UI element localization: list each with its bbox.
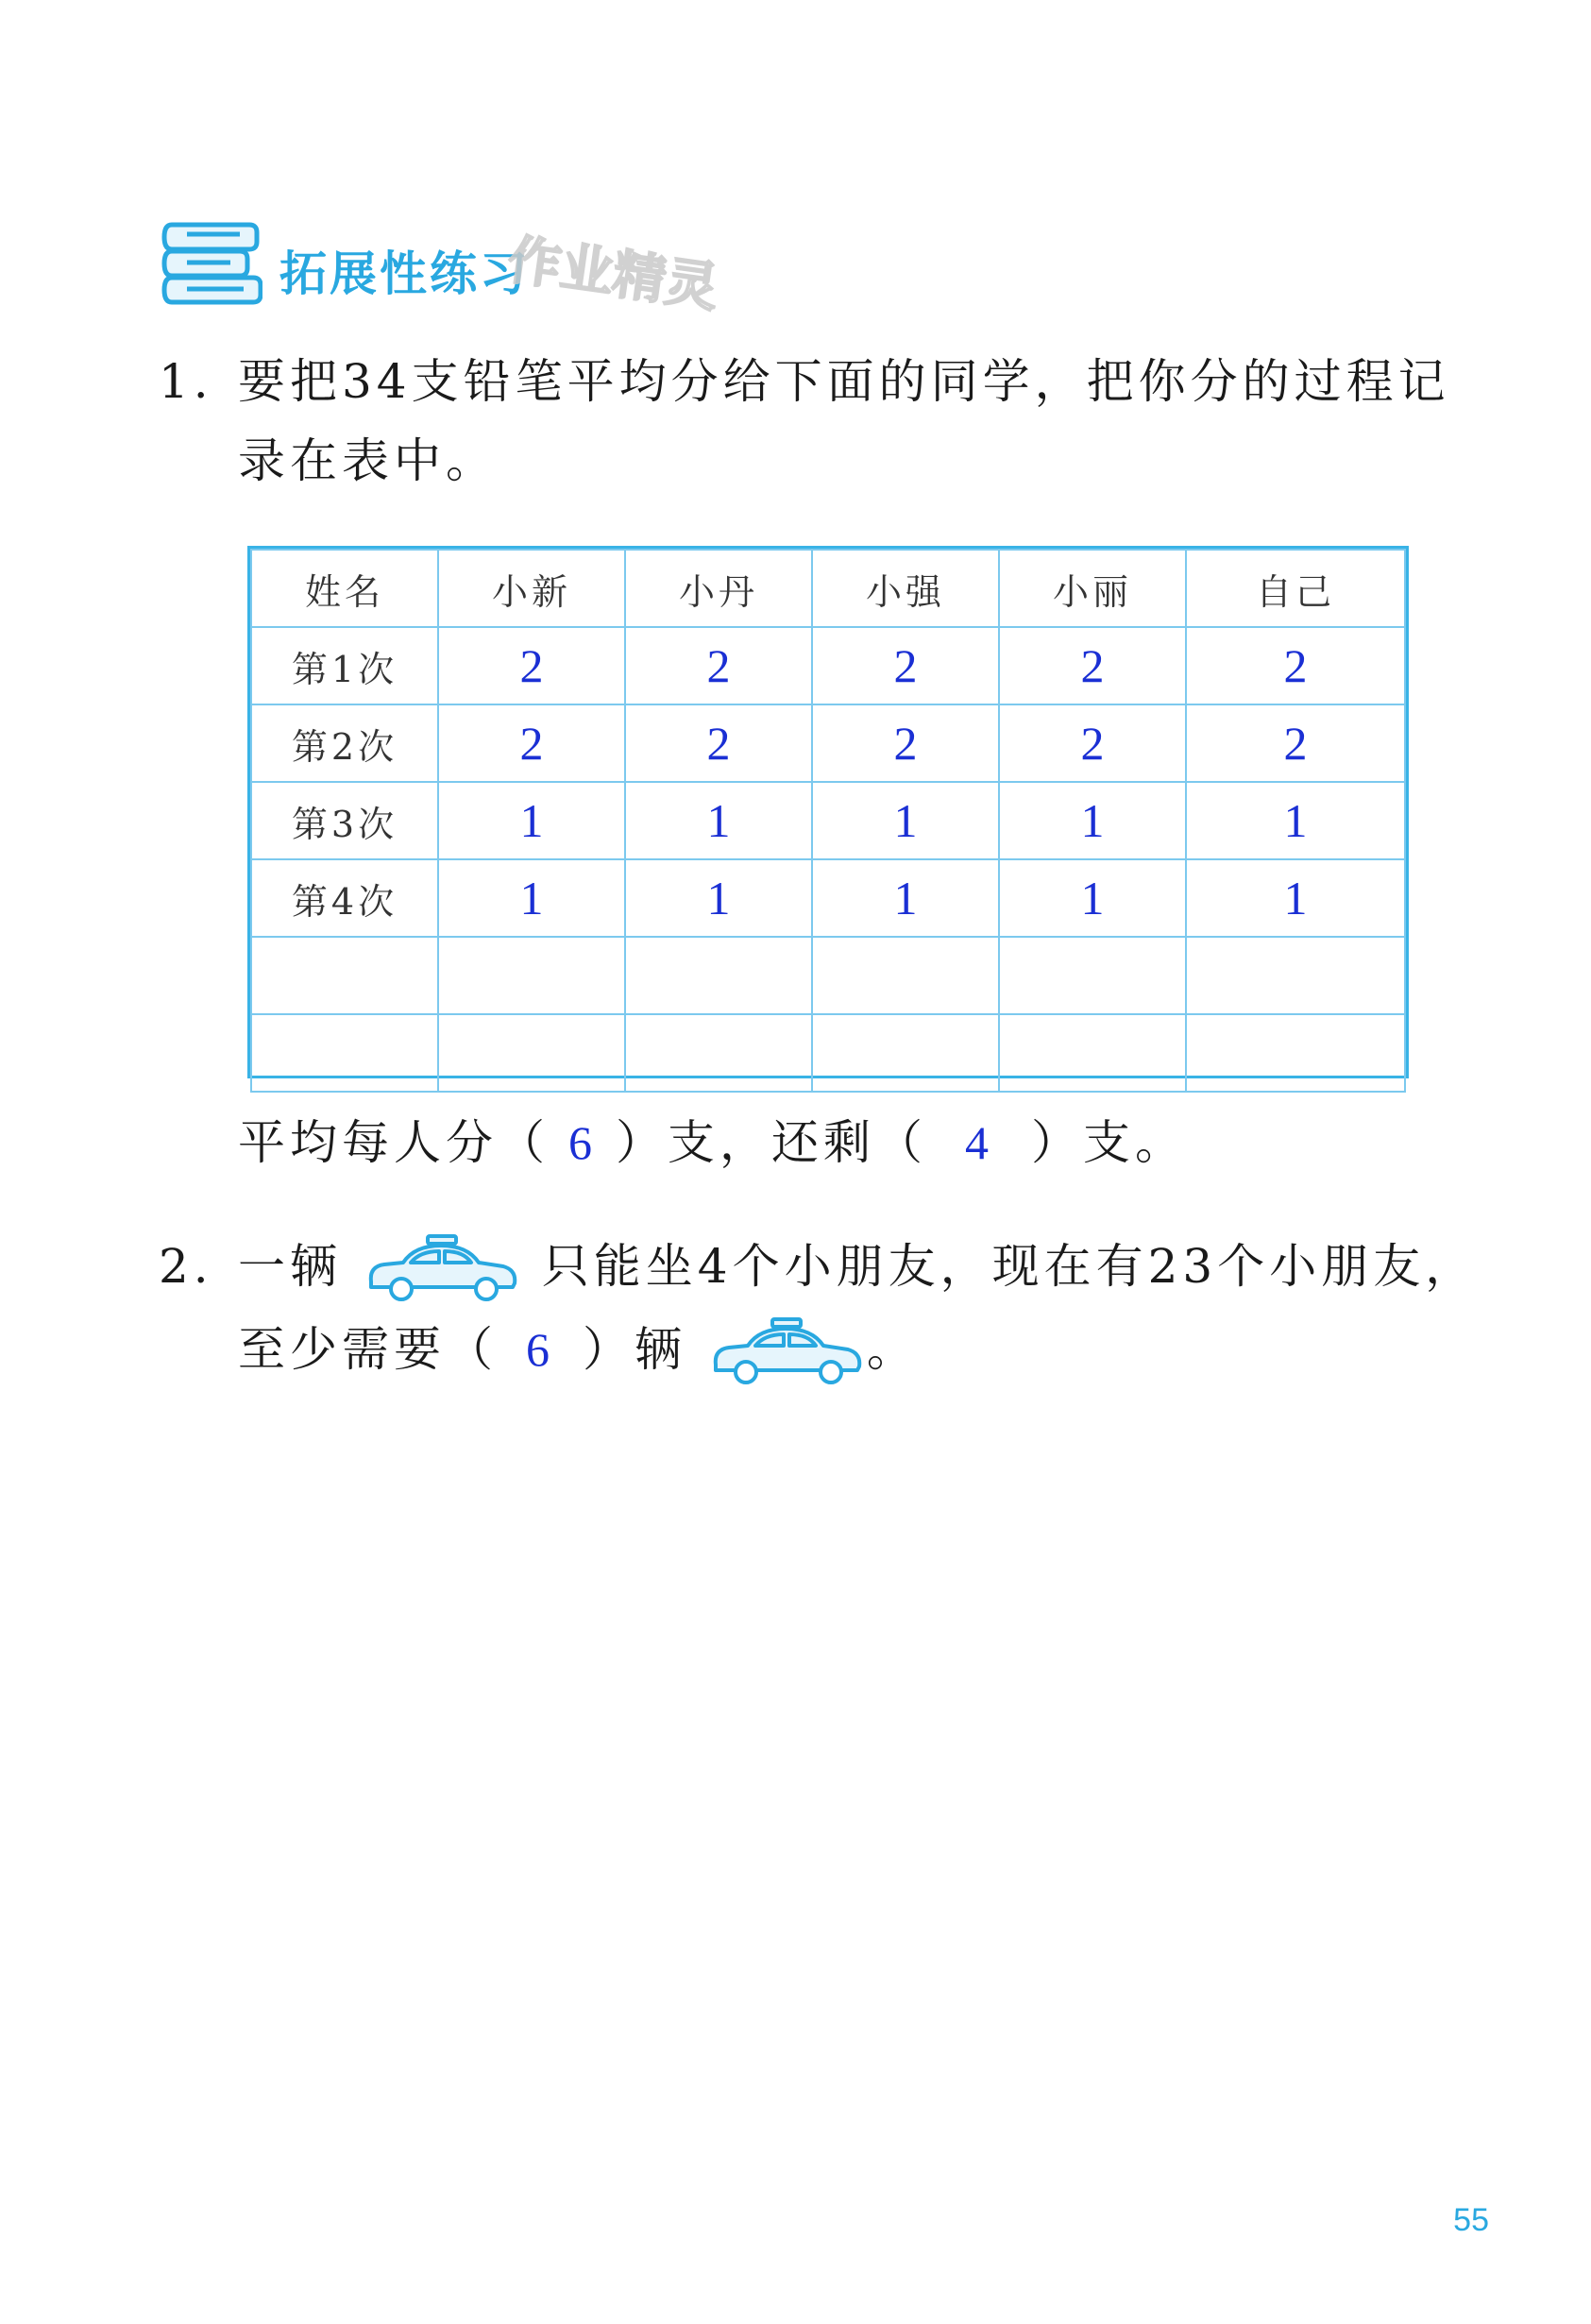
answer-cars: 6 bbox=[526, 1323, 554, 1376]
question-1-line-1 bbox=[159, 353, 1450, 410]
answer-cell: 2 bbox=[625, 704, 812, 782]
question-1-result bbox=[238, 1114, 1187, 1171]
question-1-text: 要把34支铅笔平均分给下面的同学，把你分的过程记 bbox=[238, 354, 1450, 409]
answer-cell: 2 bbox=[1186, 704, 1405, 782]
answer-cell: 2 bbox=[999, 627, 1186, 704]
answer-cell: 2 bbox=[438, 704, 625, 782]
row-label bbox=[251, 1014, 438, 1092]
answer-cell: 1 bbox=[625, 782, 812, 859]
table-row bbox=[251, 1014, 1405, 1092]
answer-each: 6 bbox=[568, 1116, 597, 1169]
section-title: 拓展性练习 bbox=[279, 246, 530, 301]
answer-left: 4 bbox=[965, 1116, 993, 1169]
header-cell: 姓名 bbox=[251, 550, 438, 627]
watermark: 作业精灵 bbox=[503, 229, 722, 320]
taxi-car-icon bbox=[362, 1232, 522, 1308]
row-label: 第2次 bbox=[251, 704, 438, 782]
result-middle: ）支，还剩（ bbox=[616, 1115, 927, 1170]
question-2-number: 2. bbox=[159, 1239, 213, 1294]
header-cell: 自己 bbox=[1186, 550, 1405, 627]
answer-cell bbox=[999, 1014, 1186, 1092]
answer-cell: 2 bbox=[625, 627, 812, 704]
answer-cell: 1 bbox=[812, 782, 999, 859]
answer-cell: 2 bbox=[438, 627, 625, 704]
result-prefix: 平均每人分（ bbox=[238, 1115, 550, 1170]
result-suffix: ）支。 bbox=[1031, 1115, 1187, 1170]
row-label: 第1次 bbox=[251, 627, 438, 704]
table-row bbox=[251, 937, 1405, 1014]
question-2-text-a: 一辆 bbox=[238, 1239, 342, 1294]
answer-cell: 1 bbox=[438, 859, 625, 937]
table-header-row bbox=[251, 550, 1405, 627]
header-cell: 小强 bbox=[812, 550, 999, 627]
answer-cell: 1 bbox=[999, 859, 1186, 937]
question-2-text-b: 只能坐4个小朋友，现在有23个小朋友， bbox=[541, 1239, 1478, 1294]
answer-cell bbox=[812, 1014, 999, 1092]
question-2-line-2 bbox=[238, 1315, 919, 1391]
answer-cell: 2 bbox=[812, 704, 999, 782]
distribution-table bbox=[247, 546, 1409, 1078]
table-row bbox=[251, 627, 1405, 704]
answer-cell: 1 bbox=[438, 782, 625, 859]
page-number: 55 bbox=[1453, 2202, 1489, 2238]
section-header bbox=[159, 215, 876, 319]
answer-cell: 1 bbox=[1186, 859, 1405, 937]
taxi-car-icon bbox=[706, 1315, 867, 1391]
answer-cell: 2 bbox=[1186, 627, 1405, 704]
row-label: 第3次 bbox=[251, 782, 438, 859]
question-2-text-c: 至少需要（ bbox=[238, 1322, 498, 1377]
books-icon bbox=[159, 217, 262, 308]
answer-cell bbox=[999, 937, 1186, 1014]
answer-cell: 1 bbox=[812, 859, 999, 937]
question-2-text-e: 。 bbox=[866, 1322, 919, 1377]
header-cell: 小丽 bbox=[999, 550, 1186, 627]
header-cell: 小新 bbox=[438, 550, 625, 627]
answer-cell bbox=[1186, 937, 1405, 1014]
table-row bbox=[251, 859, 1405, 937]
row-label bbox=[251, 937, 438, 1014]
answer-cell: 1 bbox=[999, 782, 1186, 859]
answer-cell: 1 bbox=[1186, 782, 1405, 859]
row-label: 第4次 bbox=[251, 859, 438, 937]
answer-cell bbox=[438, 1014, 625, 1092]
answer-cell: 2 bbox=[999, 704, 1186, 782]
question-1-number: 1. bbox=[159, 354, 213, 409]
question-1-line-2: 录在表中。 bbox=[238, 433, 498, 488]
answer-cell bbox=[438, 937, 625, 1014]
header-cell: 小丹 bbox=[625, 550, 812, 627]
question-2-line-1 bbox=[159, 1232, 1477, 1308]
answer-cell: 2 bbox=[812, 627, 999, 704]
table-row bbox=[251, 704, 1405, 782]
table-row bbox=[251, 782, 1405, 859]
question-2-text-d: ）辆 bbox=[583, 1322, 686, 1377]
answer-cell: 1 bbox=[625, 859, 812, 937]
answer-cell bbox=[625, 937, 812, 1014]
answer-cell bbox=[812, 937, 999, 1014]
answer-cell bbox=[1186, 1014, 1405, 1092]
answer-cell bbox=[625, 1014, 812, 1092]
